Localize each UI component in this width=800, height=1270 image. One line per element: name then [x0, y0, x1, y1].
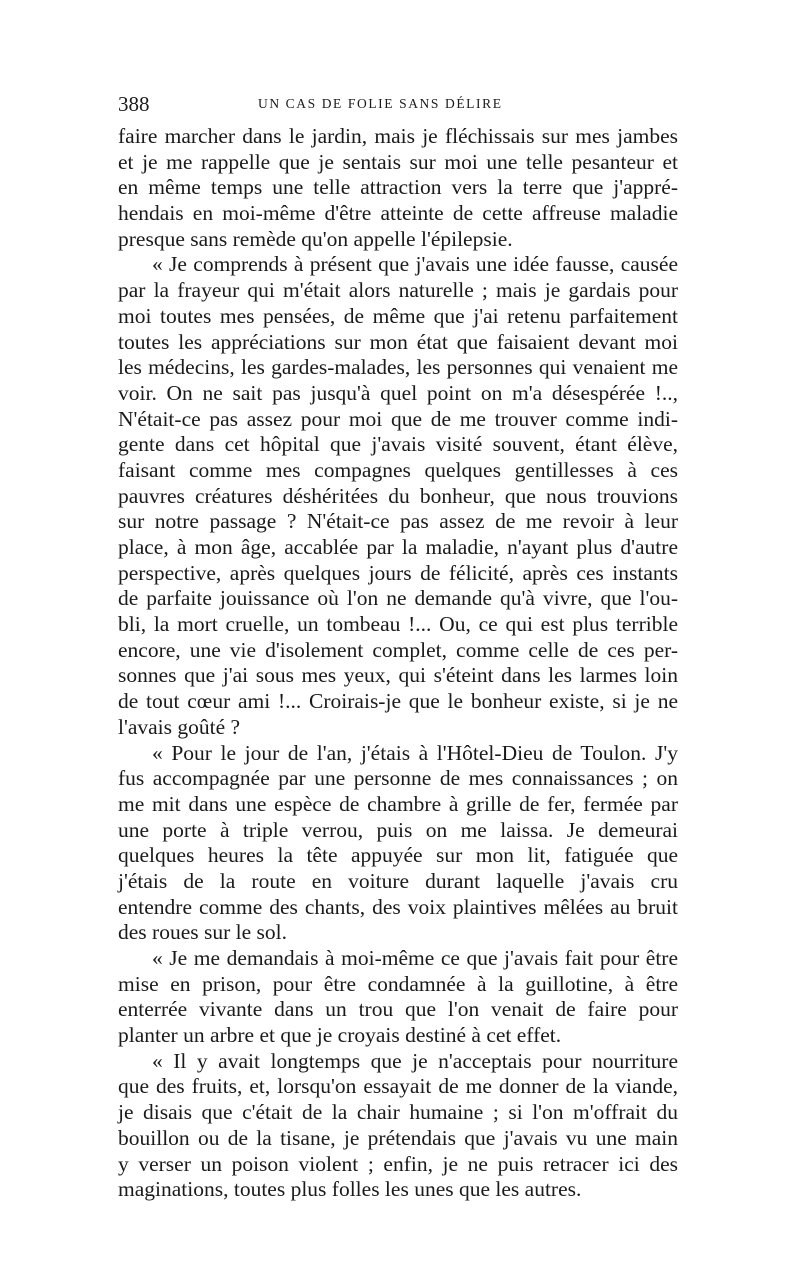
text-line: je disais que c'était de la chair humaine ; si l'on m'offrait du — [118, 1100, 678, 1125]
text-line: de parfaite jouissance où l'on ne demande qu'à vivre, que l'ou- — [118, 586, 678, 611]
text-line: voir. On ne sait pas jusqu'à quel point on m'a désespérée !.., — [118, 380, 678, 405]
text-line: « Je me demandais à moi-même ce que j'avais fait pour être — [152, 946, 678, 970]
text-line: enterrée vivante dans un trou que l'on venait de faire pour — [118, 997, 678, 1022]
text-line: les médecins, les gardes-malades, les personnes qui venaient me — [118, 355, 678, 380]
text-line: « Pour le jour de l'an, j'étais à l'Hôtel-Dieu de Toulon. J'y — [152, 740, 678, 765]
text-line: planter un arbre et que je croyais destiné à cet effet. — [118, 1023, 562, 1048]
text-line: N'était-ce pas assez pour moi que de me trouver comme indi- — [118, 406, 678, 431]
text-line: hendais en moi-même d'être atteinte de cette affreuse maladie — [118, 201, 678, 226]
text-line: sur notre passage ? N'était-ce pas assez de me revoir à leur — [118, 509, 678, 534]
text-line: « Je comprends à présent que j'avais une idée fausse, causée — [152, 252, 678, 277]
text-line: moi toutes mes pensées, de même que j'ai retenu parfaitement — [118, 303, 678, 328]
text-line: par la frayeur qui m'était alors naturelle ; mais je gardais pour — [118, 278, 678, 303]
text-line: de tout cœur ami !... Croirais-je que le bonheur existe, si je ne — [118, 689, 678, 714]
text-line: sonnes que j'ai sous mes yeux, qui s'éteint dans les larmes loin — [118, 663, 678, 688]
text-line: en même temps une telle attraction vers la terre que j'appré- — [118, 175, 678, 200]
text-line: y verser un poison violent ; enfin, je ne puis retracer ici des — [118, 1151, 678, 1176]
text-line: me mit dans une espèce de chambre à grille de fer, fermée par — [118, 791, 678, 816]
text-line: et je me rappelle que je sentais sur moi une telle pesanteur et — [118, 149, 678, 174]
running-head: UN CAS DE FOLIE SANS DÉLIRE — [258, 96, 503, 111]
text-line: une porte à triple verrou, puis on me laissa. Je demeurai — [118, 817, 678, 842]
text-line: bli, la mort cruelle, un tombeau !... Ou, ce qui est plus terrible — [118, 612, 678, 637]
text-line: l'avais goûté ? — [118, 714, 241, 739]
text-line: presque sans remède qu'on appelle l'épilepsie. — [118, 226, 513, 251]
body-text — [118, 124, 678, 1203]
text-line: gente dans cet hôpital que j'avais visité souvent, étant élève, — [118, 432, 678, 457]
text-line: quelques heures la tête appuyée sur mon lit, fatiguée que — [118, 843, 678, 868]
text-line: faire marcher dans le jardin, mais je fléchissais sur mes jambes — [118, 124, 678, 148]
page-header — [118, 92, 678, 116]
text-line: des roues sur le sol. — [118, 920, 287, 945]
text-line: encore, une vie d'isolement complet, comme celle de ces per- — [118, 637, 678, 662]
text-line: toutes les appréciations sur mon état que faisaient devant moi — [118, 329, 678, 354]
text-line: fus accompagnée par une personne de mes connaissances ; on — [118, 766, 678, 791]
text-line: perspective, après quelques jours de félicité, après ces instants — [118, 560, 678, 585]
text-line: « Il y avait longtemps que je n'acceptais pour nourriture — [152, 1048, 678, 1073]
text-line: mise en prison, pour être condamnée à la guillotine, à être — [118, 971, 678, 996]
text-line: j'étais de la route en voiture durant laquelle j'avais cru — [118, 868, 678, 893]
text-line: place, à mon âge, accablée par la maladie, n'ayant plus d'autre — [118, 535, 678, 559]
text-line: que des fruits, et, lorsqu'on essayait de me donner de la viande, — [118, 1074, 678, 1099]
text-line: entendre comme des chants, des voix plaintives mêlées au bruit — [118, 894, 678, 919]
text-line: pauvres créatures déshéritées du bonheur, que nous trouvions — [118, 483, 678, 508]
text-line: maginations, toutes plus folles les unes que les autres. — [118, 1177, 582, 1202]
text-line: bouillon ou de la tisane, je prétendais que j'avais vu une main — [118, 1125, 678, 1150]
text-line: faisant comme mes compagnes quelques gentillesses à ces — [118, 457, 678, 482]
page-number: 388 — [118, 92, 150, 116]
